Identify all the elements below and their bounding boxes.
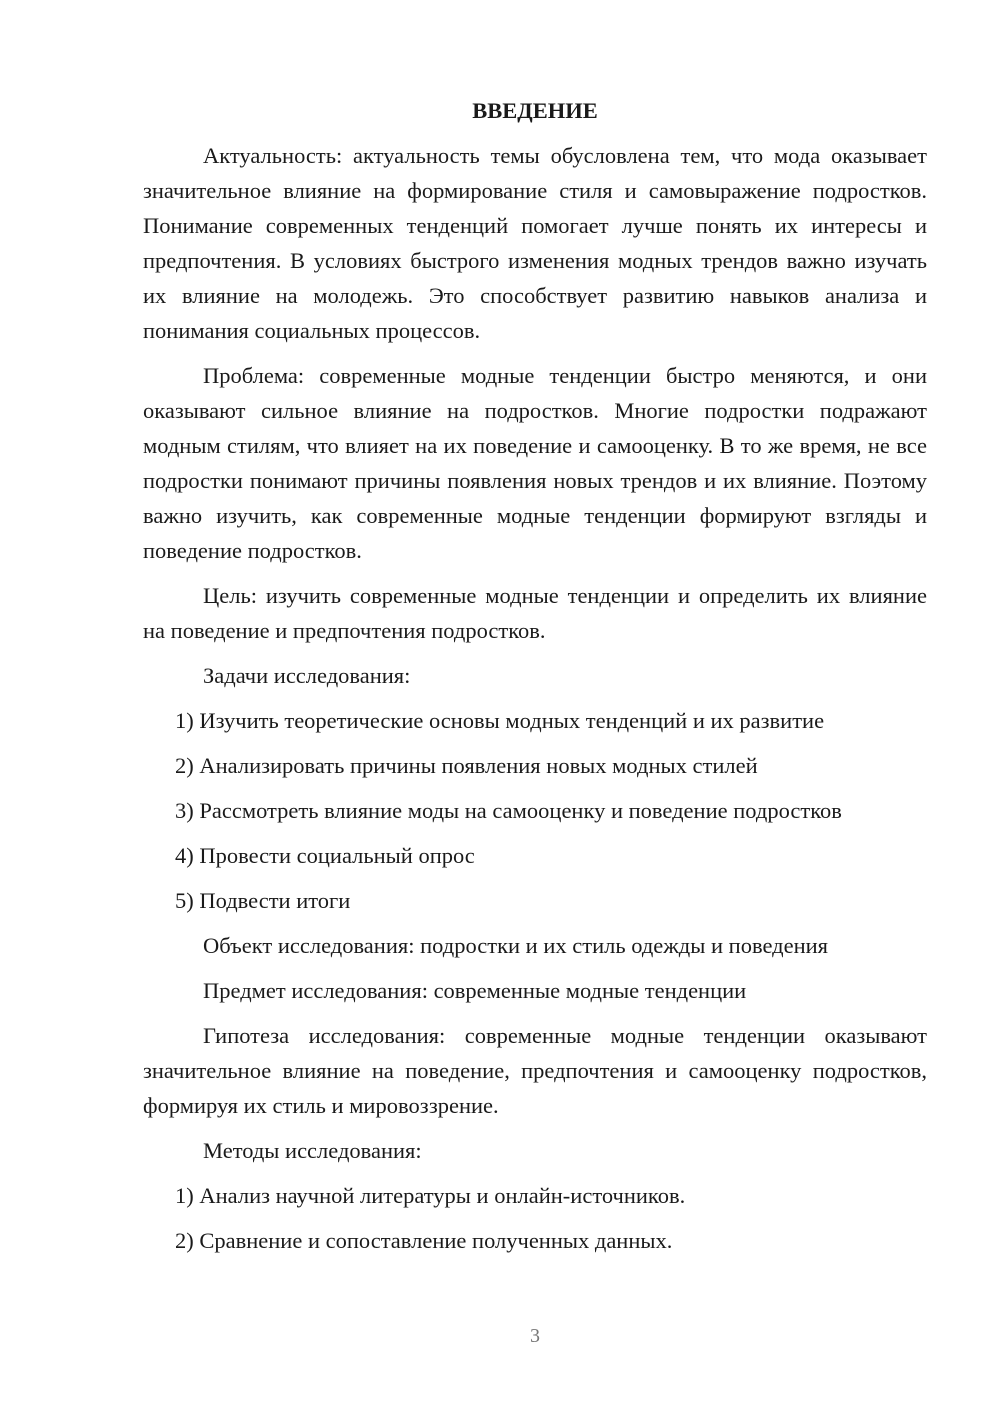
goal-paragraph: Цель: изучить современные модные тенденции и определить их влияние на поведение и предпочтения подростков.: [143, 583, 927, 643]
method-item-1: 1) Анализ научной литературы и онлайн-источников.: [175, 1183, 686, 1208]
methods-label: Методы исследования:: [203, 1138, 422, 1163]
tasks-label: Задачи исследования:: [203, 663, 411, 688]
document-page: [143, 93, 927, 1258]
task-item-2: 2) Анализировать причины появления новых модных стилей: [175, 753, 758, 778]
research-object: Объект исследования: подростки и их стиль одежды и поведения: [203, 933, 829, 958]
relevance-paragraph: Актуальность: актуальность темы обусловлена тем, что мода оказывает значительное влияние на формирование стиля и самовыражение подростков. Понимание современных тенденций помогает лучше понять их интересы и предпочтения. В условиях быстрого изменения модных трендов важно изучать их влияние на молодежь. Это способствует развитию навыков анализа и понимания социальных процессов.: [143, 143, 927, 343]
hypothesis-paragraph: Гипотеза исследования: современные модные тенденции оказывают значительное влияние на поведение, предпочтения и самооценку подростков, формируя их стиль и мировоззрение.: [143, 1023, 927, 1118]
task-item-5: 5) Подвести итоги: [175, 888, 351, 913]
section-heading: ВВЕДЕНИЕ: [472, 98, 598, 123]
problem-paragraph: Проблема: современные модные тенденции быстро меняются, и они оказывают сильное влияние на подростков. Многие подростки подражают модным стилям, что влияет на их поведение и самооценку. В то же время, не все подростки понимают причины появления новых трендов и их влияние. Поэтому важно изучить, как современные модные тенденции формируют взгляды и поведение подростков.: [143, 363, 927, 563]
task-item-3: 3) Рассмотреть влияние моды на самооценку и поведение подростков: [175, 798, 842, 823]
research-subject: Предмет исследования: современные модные тенденции: [203, 978, 747, 1003]
method-item-2: 2) Сравнение и сопоставление полученных данных.: [175, 1228, 673, 1253]
task-item-1: 1) Изучить теоретические основы модных тенденций и их развитие: [175, 708, 825, 733]
task-item-4: 4) Провести социальный опрос: [175, 843, 475, 868]
page-number: 3: [530, 1325, 540, 1347]
